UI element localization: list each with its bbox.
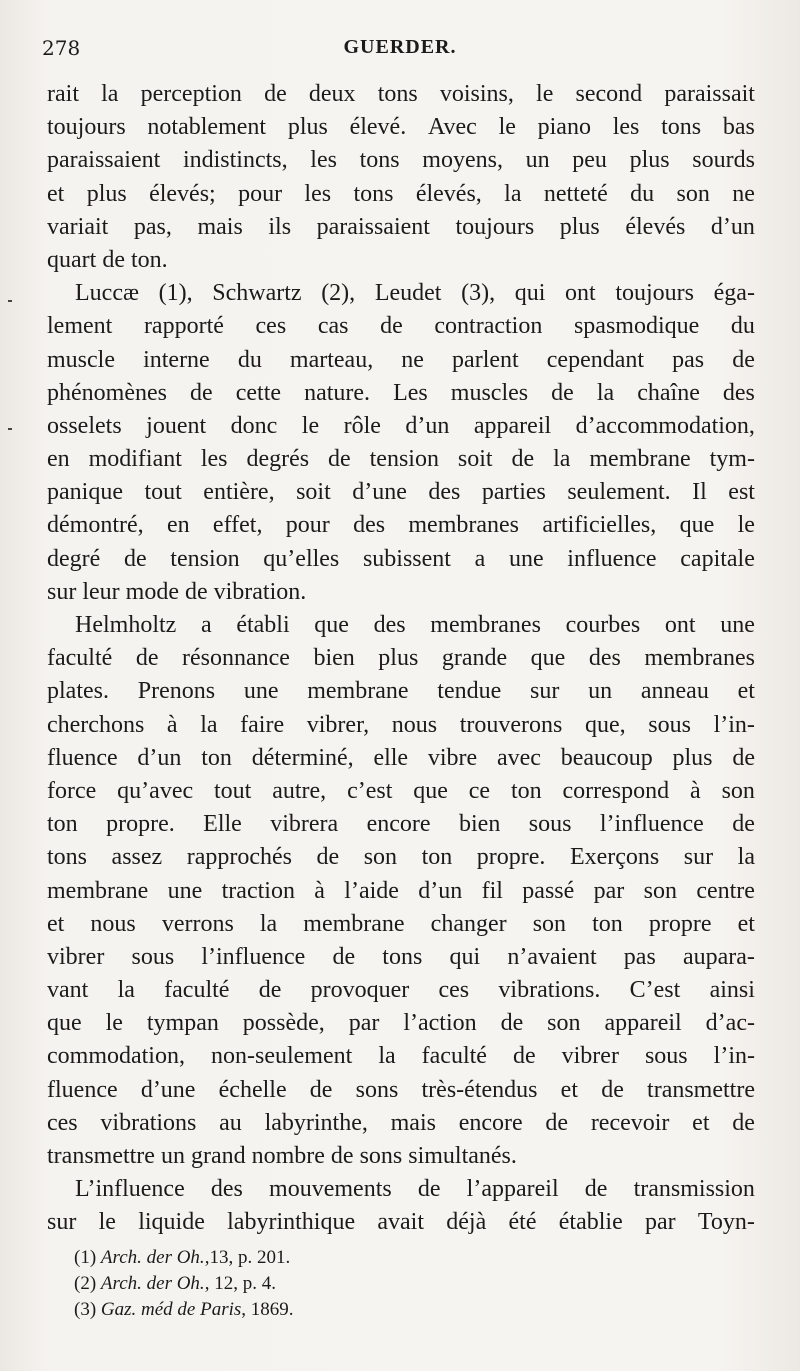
- footnote: [74, 1297, 574, 1323]
- text-line: membrane une traction à l’aide d’un fil passé par son centre: [47, 877, 755, 904]
- text-line: toujours notablement plus élevé. Avec le piano les tons bas: [47, 114, 755, 141]
- text-line: que le tympan possède, par l’action de son appareil d’ac-: [47, 1010, 755, 1037]
- text-line: variait pas, mais ils paraissaient toujours plus élevés d’un: [47, 213, 755, 240]
- text-line: muscle interne du marteau, ne parlent cependant pas de: [47, 346, 755, 373]
- text-line: ton propre. Elle vibrera encore bien sous l’influence de: [47, 811, 755, 838]
- text-line: force qu’avec tout autre, c’est que ce ton correspond à son: [47, 777, 755, 804]
- footnote-reference: , 12, p. 4.: [204, 1273, 276, 1294]
- text-line: vant la faculté de provoquer ces vibrations. C’est ainsi: [47, 977, 755, 1004]
- footnote-reference: , 1869.: [241, 1299, 294, 1320]
- text-line: vibrer sous l’influence de tons qui n’avaient pas aupara-: [47, 943, 755, 970]
- footnote: [74, 1271, 574, 1297]
- text-line: sur leur mode de vibration.: [47, 578, 307, 605]
- text-line: rait la perception de deux tons voisins, le second paraissait: [47, 81, 755, 107]
- text-line: paraissaient indistincts, les tons moyens, un peu plus sourds: [47, 147, 755, 174]
- text-line: fluence d’une échelle de sons très-étendus et de transmettre: [47, 1076, 755, 1103]
- footnote-reference: ,13, p. 201.: [204, 1247, 291, 1268]
- text-line: Helmholtz a établi que des membranes courbes ont une: [75, 612, 755, 638]
- page-header: [42, 32, 758, 66]
- text-line: Luccæ (1), Schwartz (2), Leudet (3), qui ont toujours éga-: [75, 280, 755, 307]
- text-line: panique tout entière, soit d’une des parties seulement. Il est: [47, 479, 755, 506]
- text-line: fluence d’un ton déterminé, elle vibre avec beaucoup plus de: [47, 744, 755, 771]
- footnote-source: Gaz. méd de Paris: [100, 1299, 242, 1320]
- text-line: quart de ton.: [47, 246, 168, 273]
- text-line: tons assez rapprochés de son ton propre. Exerçons sur la: [47, 844, 755, 871]
- page-number: 278: [42, 36, 81, 60]
- footnote-mark: (1): [74, 1247, 101, 1268]
- footnote-source: Arch. der Oh.: [100, 1273, 205, 1294]
- margin-mark: [8, 300, 12, 302]
- footnotes: [74, 1245, 574, 1323]
- text-line: degré de tension qu’elles subissent a une influence capitale: [47, 545, 755, 572]
- text-line: transmettre un grand nombre de sons simultanés.: [47, 1143, 517, 1169]
- text-line: et nous verrons la membrane changer son ton propre et: [47, 910, 755, 937]
- text-line: faculté de résonnance bien plus grande que des membranes: [47, 645, 755, 672]
- text-line: lement rapporté ces cas de contraction spasmodique du: [47, 313, 755, 340]
- text-line: démontré, en effet, pour des membranes artificielles, que le: [47, 512, 755, 539]
- text-line: ces vibrations au labyrinthe, mais encore de recevoir et de: [47, 1109, 755, 1136]
- body-text: [47, 78, 755, 1240]
- footnote-mark: (2): [74, 1273, 101, 1294]
- text-line: cherchons à la faire vibrer, nous trouverons que, sous l’in-: [47, 711, 755, 738]
- footnote-source: Arch. der Oh.: [100, 1247, 205, 1268]
- running-head: GUERDER.: [343, 36, 457, 58]
- footnote: [74, 1245, 574, 1271]
- text-line: commodation, non-seulement la faculté de vibrer sous l’in-: [47, 1043, 755, 1070]
- text-line: sur le liquide labyrinthique avait déjà été établie par Toyn-: [47, 1209, 755, 1236]
- margin-mark: [8, 428, 12, 430]
- text-line: plates. Prenons une membrane tendue sur un anneau et: [47, 678, 755, 705]
- text-line: osselets jouent donc le rôle d’un appareil d’accommodation,: [47, 412, 755, 439]
- text-line: et plus élevés; pour les tons élevés, la netteté du son ne: [47, 180, 755, 207]
- text-line: en modifiant les degrés de tension soit de la membrane tym-: [47, 446, 755, 473]
- footnote-mark: (3): [74, 1299, 101, 1320]
- text-line: phénomènes de cette nature. Les muscles de la chaîne des: [47, 379, 755, 406]
- text-line: L’influence des mouvements de l’appareil de transmission: [75, 1176, 755, 1203]
